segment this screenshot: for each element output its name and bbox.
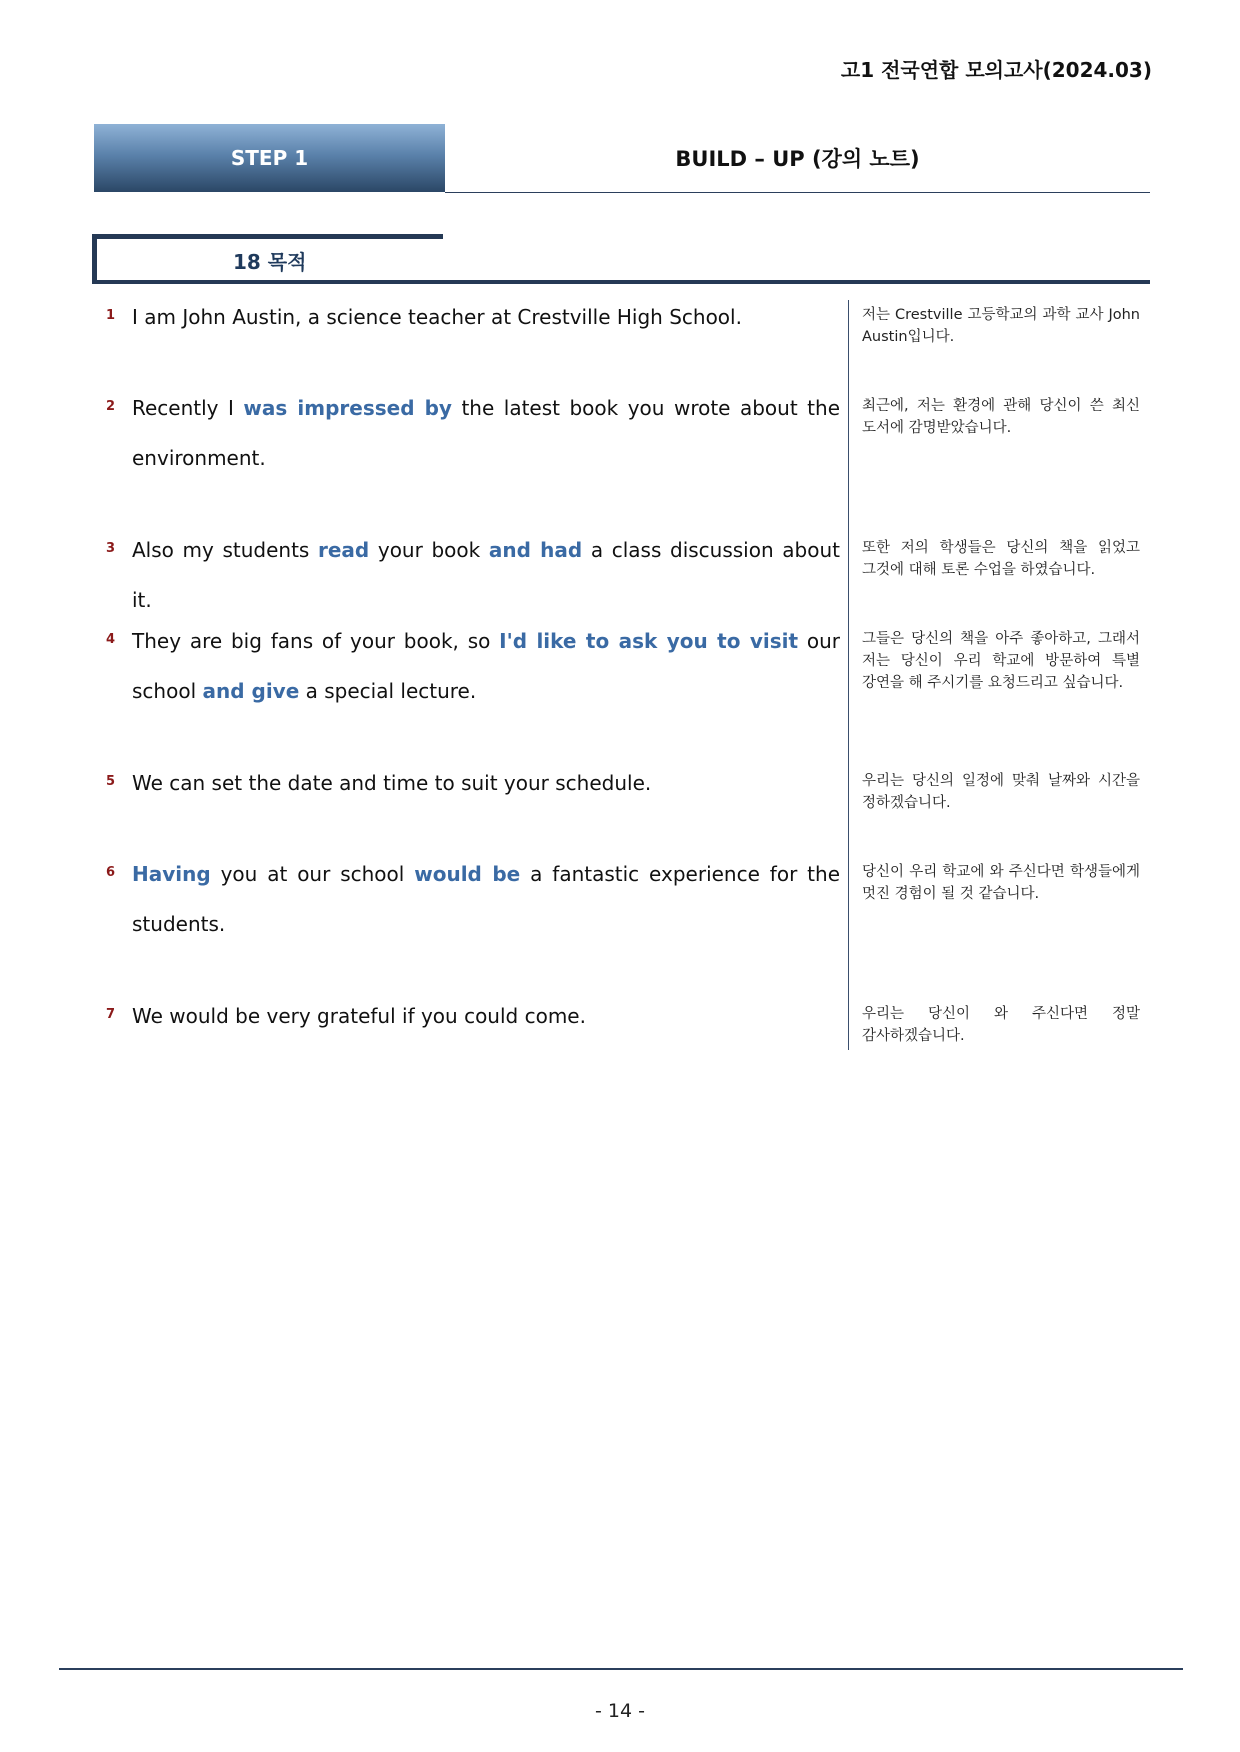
english-sentence bbox=[132, 849, 840, 949]
sentence-number: 2 bbox=[106, 399, 116, 414]
korean-translation: 최근에, 저는 환경에 관해 당신이 쓴 최신 도서에 감명받았습니다. bbox=[862, 398, 1140, 436]
text-segment: Recently I bbox=[132, 396, 244, 420]
text-segment: a special lecture. bbox=[299, 679, 477, 703]
sentence-number: 3 bbox=[106, 541, 116, 556]
text-segment: the latest book you wrote about the environment. bbox=[132, 396, 840, 470]
korean-translation: 저는 Crestville 고등학교의 과학 교사 John Austin입니다. bbox=[862, 307, 1140, 345]
korean-translation: 당신이 우리 학교에 와 주신다면 학생들에게 멋진 경험이 될 것 같습니다. bbox=[862, 864, 1140, 902]
korean-translation: 또한 저의 학생들은 당신의 책을 읽었고 그것에 대해 토론 수업을 하였습니다. bbox=[862, 540, 1140, 578]
step-tab: STEP 1 bbox=[94, 124, 445, 192]
page-number: - 14 - bbox=[595, 1700, 645, 1722]
english-sentence bbox=[132, 758, 840, 808]
text-segment: your book bbox=[369, 538, 489, 562]
korean-translation: 우리는 당신이 와 주신다면 정말 감사하겠습니다. bbox=[862, 1006, 1140, 1044]
grammar-highlight: read bbox=[317, 538, 370, 562]
sentence-number: 7 bbox=[106, 1007, 116, 1022]
header-divider bbox=[445, 192, 1150, 193]
sentence-number: 4 bbox=[106, 632, 116, 647]
english-sentence bbox=[132, 383, 840, 483]
text-segment: you at our school bbox=[210, 862, 415, 886]
grammar-highlight: and had bbox=[488, 538, 583, 562]
text-segment: a fantastic experience for the students. bbox=[132, 862, 840, 936]
grammar-highlight: Having bbox=[132, 862, 211, 886]
korean-translation: 그들은 당신의 책을 아주 좋아하고, 그래서 저는 당신이 우리 학교에 방문하여 특별 강연을 해 주시기를 요청드리고 싶습니다. bbox=[862, 631, 1140, 691]
text-segment: I am John Austin, a science teacher at Crestville High School. bbox=[132, 305, 742, 329]
english-sentence bbox=[132, 991, 840, 1041]
sentence-number: 5 bbox=[106, 774, 116, 789]
english-sentence bbox=[132, 525, 840, 625]
grammar-highlight: was impressed by bbox=[243, 396, 452, 420]
korean-translation: 우리는 당신의 일정에 맞춰 날짜와 시간을 정하겠습니다. bbox=[862, 773, 1140, 811]
english-sentence bbox=[132, 616, 840, 716]
text-segment: our school bbox=[132, 629, 840, 703]
footer-divider bbox=[59, 1668, 1183, 1670]
section-divider bbox=[92, 280, 1150, 284]
text-segment: We can set the date and time to suit your schedule. bbox=[132, 771, 652, 795]
text-segment: They are big fans of your book, so bbox=[132, 629, 500, 653]
text-segment: Also my students bbox=[132, 538, 318, 562]
sentence-number: 6 bbox=[106, 865, 116, 880]
build-up-title: BUILD – UP (강의 노트) bbox=[675, 147, 920, 171]
exam-title: 고1 전국연합 모의고사(2024.03) bbox=[840, 58, 1152, 82]
sentence-number: 1 bbox=[106, 308, 116, 323]
text-segment: We would be very grateful if you could come. bbox=[132, 1004, 586, 1028]
grammar-highlight: and give bbox=[202, 679, 300, 703]
text-segment: a class discussion about it. bbox=[132, 538, 840, 612]
column-divider bbox=[848, 300, 849, 1050]
grammar-highlight: I'd like to ask you to visit bbox=[499, 629, 799, 653]
section-title: 18 목적 bbox=[92, 234, 443, 282]
grammar-highlight: would be bbox=[414, 862, 521, 886]
english-sentence bbox=[132, 292, 840, 342]
